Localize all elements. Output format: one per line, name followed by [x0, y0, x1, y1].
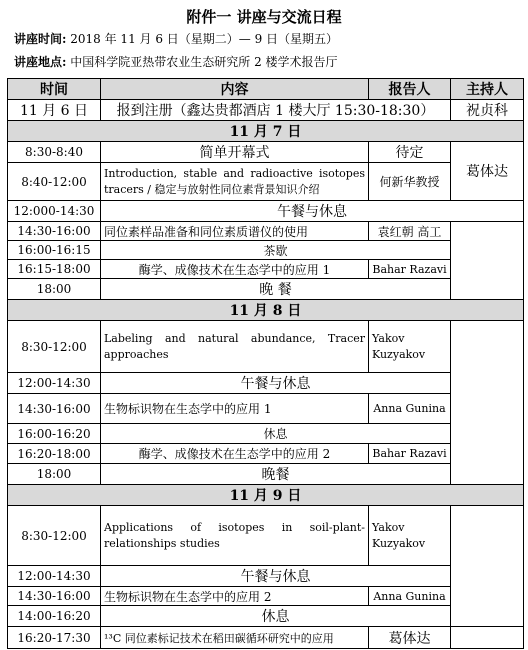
- lecture-time: [14, 30, 338, 47]
- day-header: 11 月 7 日: [8, 121, 524, 142]
- table-row: [8, 606, 524, 627]
- time-cell: 12:00-14:30: [8, 566, 101, 587]
- time-cell: 14:30-16:00: [8, 394, 101, 424]
- content-cell: 酶学、成像技术在生态学中的应用 2: [101, 444, 369, 464]
- content-cell: 午餐与休息: [101, 201, 524, 222]
- table-header-row: [8, 79, 524, 100]
- table-row: [8, 142, 524, 163]
- lecture-place: [14, 53, 338, 70]
- time-cell: 14:00-16:20: [8, 606, 101, 627]
- content-cell: 生物标识物在生态学中的应用 2: [101, 587, 369, 606]
- host-cell-empty: [451, 222, 524, 300]
- time-cell: 12:000-14:30: [8, 201, 101, 222]
- schedule-table: [7, 78, 524, 649]
- document-title: 附件一 讲座与交流日程: [186, 8, 342, 26]
- table-row: [8, 373, 524, 394]
- time-cell: 8:30-12:00: [8, 321, 101, 373]
- table-row: [8, 587, 524, 606]
- time-cell: 11 月 6 日: [8, 100, 101, 121]
- time-cell: 16:20-18:00: [8, 444, 101, 464]
- table-row: [8, 627, 524, 649]
- time-cell: 14:30-16:00: [8, 222, 101, 241]
- time-cell: 8:40-12:00: [8, 163, 101, 201]
- speaker-cell: Anna Gunina: [369, 394, 451, 424]
- table-row: [8, 424, 524, 444]
- table-row: [8, 201, 524, 222]
- host-cell-empty: [451, 321, 524, 485]
- content-cell: Introduction, stable and radioactive isotopes tracers / 稳定与放射性同位素背景知识介绍: [101, 163, 369, 201]
- content-cell: 生物标识物在生态学中的应用 1: [101, 394, 369, 424]
- header-speaker: 报告人: [369, 79, 451, 100]
- table-row: [8, 566, 524, 587]
- day-header: 11 月 9 日: [8, 485, 524, 506]
- day-header-row: [8, 300, 524, 321]
- table-row: [8, 241, 524, 260]
- table-row: [8, 260, 524, 279]
- time-cell: 12:00-14:30: [8, 373, 101, 394]
- speaker-cell: 何新华教授: [369, 163, 451, 201]
- table-row: [8, 321, 524, 373]
- lecture-time-label: 讲座时间:: [14, 32, 67, 46]
- speaker-cell: Bahar Razavi: [369, 444, 451, 464]
- content-cell: 报到注册（鑫达贵都酒店 1 楼大厅 15:30-18:30）: [101, 100, 451, 121]
- lecture-place-label: 讲座地点:: [14, 55, 67, 69]
- speaker-cell: 待定: [369, 142, 451, 163]
- content-cell: 茶歇: [101, 241, 451, 260]
- lecture-place-value: 中国科学院亚热带农业生态研究所 2 楼学术报告厅: [70, 55, 338, 69]
- host-cell-empty: [451, 627, 524, 649]
- time-cell: 16:15-18:00: [8, 260, 101, 279]
- time-cell: 18:00: [8, 464, 101, 485]
- speaker-cell: Yakov Kuzyakov: [369, 321, 451, 373]
- time-cell: 18:00: [8, 279, 101, 300]
- host-cell: 葛体达: [451, 142, 524, 201]
- content-cell: Applications of isotopes in soil-plant-relationships studies: [101, 506, 369, 566]
- content-cell: 休息: [101, 424, 451, 444]
- day-header-row: [8, 121, 524, 142]
- time-cell: 16:00-16:15: [8, 241, 101, 260]
- speaker-cell: 袁红朝 高工: [369, 222, 451, 241]
- content-cell: 午餐与休息: [101, 373, 451, 394]
- table-row: [8, 100, 524, 121]
- host-cell-empty: [451, 506, 524, 627]
- content-cell: ¹³C 同位素标记技术在稻田碳循环研究中的应用: [101, 627, 369, 649]
- content-cell: 同位素样品准备和同位素质谱仪的使用: [101, 222, 369, 241]
- speaker-cell: 葛体达: [369, 627, 451, 649]
- content-cell: 酶学、成像技术在生态学中的应用 1: [101, 260, 369, 279]
- header-time: 时间: [8, 79, 101, 100]
- table-row: [8, 444, 524, 464]
- table-row: [8, 464, 524, 485]
- time-cell: 8:30-8:40: [8, 142, 101, 163]
- speaker-cell: Yakov Kuzyakov: [369, 506, 451, 566]
- content-cell: Labeling and natural abundance, Tracer approaches: [101, 321, 369, 373]
- speaker-cell: Bahar Razavi: [369, 260, 451, 279]
- content-cell: 晚餐: [101, 464, 451, 485]
- content-cell: 简单开幕式: [101, 142, 369, 163]
- time-cell: 14:30-16:00: [8, 587, 101, 606]
- day-header: 11 月 8 日: [8, 300, 524, 321]
- table-row: [8, 222, 524, 241]
- table-row: [8, 163, 524, 201]
- time-cell: 16:00-16:20: [8, 424, 101, 444]
- host-cell: 祝贞科: [451, 100, 524, 121]
- lecture-time-value: 2018 年 11 月 6 日（星期二）— 9 日（星期五）: [70, 32, 339, 46]
- content-cell: 午餐与休息: [101, 566, 451, 587]
- speaker-cell: Anna Gunina: [369, 587, 451, 606]
- table-row: [8, 394, 524, 424]
- table-row: [8, 506, 524, 566]
- time-cell: 16:20-17:30: [8, 627, 101, 649]
- content-cell: 休息: [101, 606, 451, 627]
- day-header-row: [8, 485, 524, 506]
- content-cell: 晚 餐: [101, 279, 451, 300]
- table-row: [8, 279, 524, 300]
- header-host: 主持人: [451, 79, 524, 100]
- header-content: 内容: [101, 79, 369, 100]
- time-cell: 8:30-12:00: [8, 506, 101, 566]
